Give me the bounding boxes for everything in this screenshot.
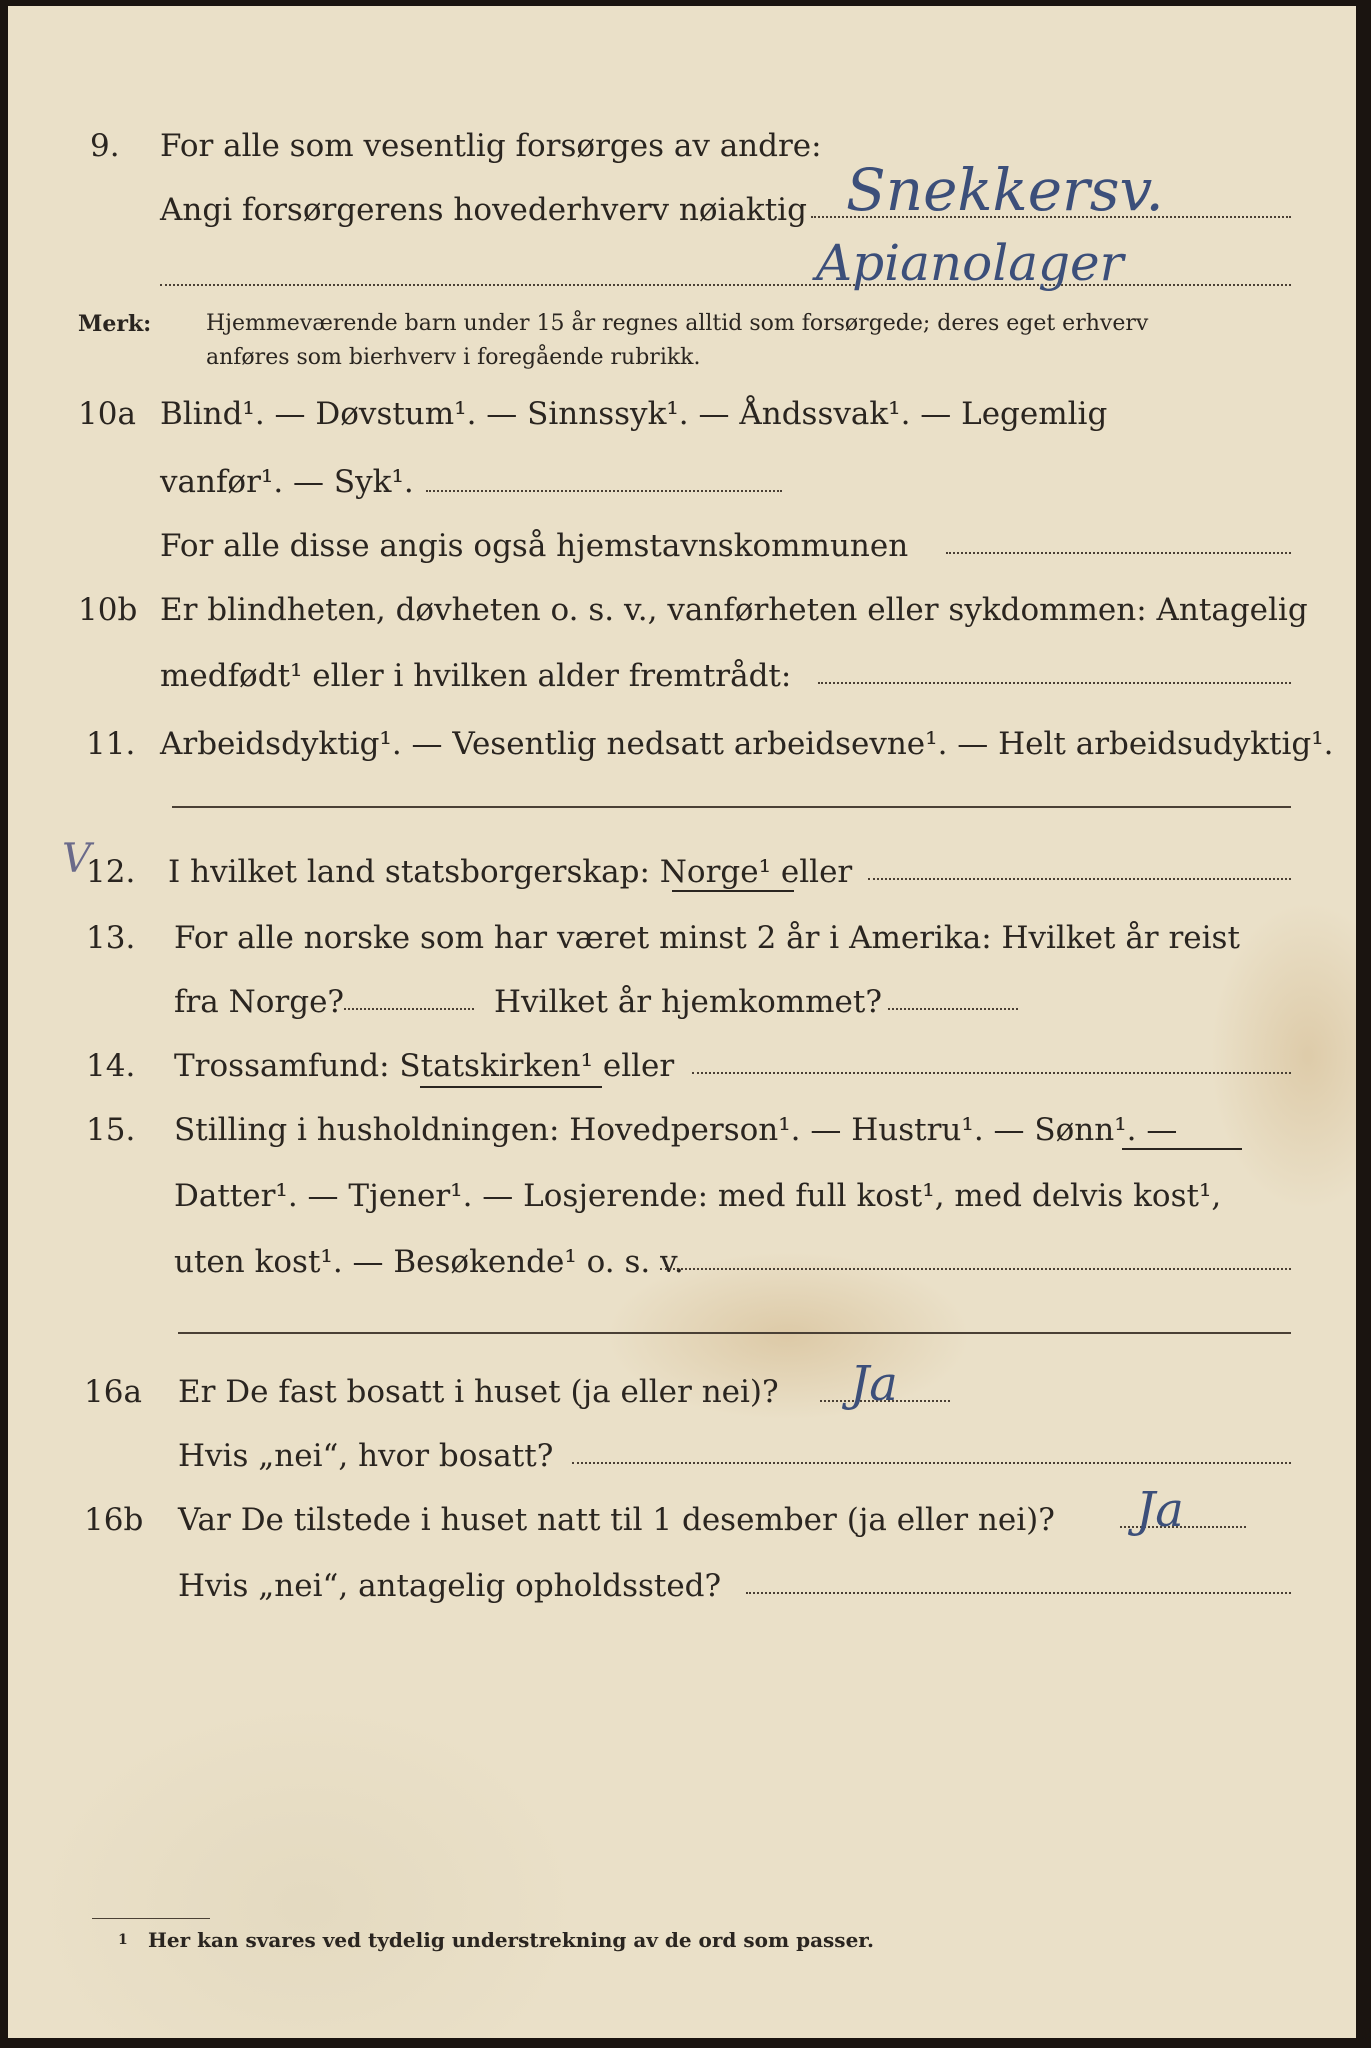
merk-line2: anføres som bierhverv i foregående rubrikk. <box>206 345 701 370</box>
q15-line1 <box>174 1112 1177 1148</box>
q10a-line3: For alle disse angis også hjemstavnskommunen <box>160 528 909 564</box>
q12-answer-line <box>868 878 1291 880</box>
footnote-separator <box>92 1918 210 1919</box>
q15-answer-line <box>660 1268 1291 1270</box>
q14-prefix: Trossamfund: <box>174 1048 390 1084</box>
q15-line3: uten kost¹. — Besøkende¹ o. s. v. <box>174 1244 684 1280</box>
q16b-line2: Hvis „nei“, antagelig opholdssted? <box>178 1568 722 1604</box>
q15-line2: Datter¹. — Tjener¹. — Losjerende: med full kost¹, med delvis kost¹, <box>174 1178 1222 1214</box>
q10b-line2: medfødt¹ eller i hvilken alder fremtrådt: <box>160 658 792 694</box>
q9-handwritten-answer-2: Apianolager <box>816 234 1124 292</box>
q9-handwritten-answer-1: Snekkersv. <box>846 156 1164 224</box>
q12-prefix: I hvilket land statsborgerskap: <box>168 854 650 890</box>
q12-margin-check-mark: V <box>62 836 91 882</box>
q14-underline-mark <box>420 1086 602 1088</box>
q15-underlined-sonn: Sønn¹. <box>1034 1112 1137 1148</box>
q13-line1: For alle norske som har været minst 2 år i Amerika: Hvilket år reist <box>174 920 1240 956</box>
q16b-number: 16b <box>84 1502 144 1538</box>
footnote-marker: 1 <box>118 1932 128 1948</box>
q14-text <box>174 1048 674 1084</box>
q15-separator <box>178 1332 1291 1334</box>
q12-text <box>168 854 852 890</box>
q12-number: 12. <box>86 854 136 890</box>
q15-line1-end: — <box>1146 1112 1178 1148</box>
q10a-municipality-line <box>946 552 1291 554</box>
q14-underlined-statskirken: Statskirken¹ <box>399 1048 593 1084</box>
q10b-number: 10b <box>78 592 138 628</box>
q13-number: 13. <box>86 920 136 956</box>
q16a-line2: Hvis „nei“, hvor bosatt? <box>178 1438 554 1474</box>
q16a-line1: Er De fast bosatt i huset (ja eller nei)? <box>178 1374 779 1410</box>
q16a-number: 16a <box>84 1374 142 1410</box>
merk-line1: Hjemmeværende barn under 15 år regnes alltid som forsørgede; deres eget erhverv <box>206 311 1149 336</box>
q11-separator <box>172 806 1291 808</box>
q13-line2a: fra Norge? <box>174 984 345 1020</box>
q11-line1: Arbeidsdyktig¹. — Vesentlig nedsatt arbeidsevne¹. — Helt arbeidsudyktig¹. <box>160 726 1334 762</box>
q12-underline-mark <box>672 890 794 892</box>
q10a-line1: Blind¹. — Døvstum¹. — Sinnssyk¹. — Åndssvak¹. — Legemlig <box>160 396 1108 432</box>
q10a-sick-line <box>426 490 782 492</box>
q14-suffix: eller <box>602 1048 675 1084</box>
q11-number: 11. <box>86 726 136 762</box>
q15-line1-start: Stilling i husholdningen: Hovedperson¹. — Hustru¹. — <box>174 1112 1025 1148</box>
q14-number: 14. <box>86 1048 136 1084</box>
q16b-whereabouts-line <box>746 1592 1291 1594</box>
q12-underlined-norge: Norge¹ <box>659 854 772 890</box>
q16a-residence-line <box>572 1462 1291 1464</box>
q10b-line1: Er blindheten, døvheten o. s. v., vanførheten eller sykdommen: Antagelig <box>160 592 1308 628</box>
q15-number: 15. <box>86 1112 136 1148</box>
merk-label: Merk: <box>78 311 152 337</box>
q13-return-year-line <box>888 1008 1018 1010</box>
footnote-text: Her kan svares ved tydelig understrekning av de ord som passer. <box>148 1928 874 1952</box>
q9-number: 9. <box>90 128 120 164</box>
census-form-page <box>8 6 1356 2038</box>
q16a-handwritten-answer: Ja <box>850 1356 898 1412</box>
q16b-line1: Var De tilstede i huset natt til 1 desember (ja eller nei)? <box>178 1502 1055 1538</box>
q14-answer-line <box>692 1072 1291 1074</box>
q9-line1: For alle som vesentlig forsørges av andre: <box>160 128 822 164</box>
q13-line2b: Hvilket år hjemkommet? <box>494 984 882 1020</box>
q16b-handwritten-answer: Ja <box>1136 1482 1184 1538</box>
q10a-line2: vanfør¹. — Syk¹. <box>160 464 414 500</box>
q10a-number: 10a <box>78 396 136 432</box>
q12-suffix: eller <box>780 854 853 890</box>
q15-underline-mark <box>1122 1148 1242 1150</box>
q13-departure-year-line <box>344 1008 474 1010</box>
q9-line2: Angi forsørgerens hovederhverv nøiaktig <box>160 192 807 228</box>
q10b-answer-line <box>818 682 1291 684</box>
